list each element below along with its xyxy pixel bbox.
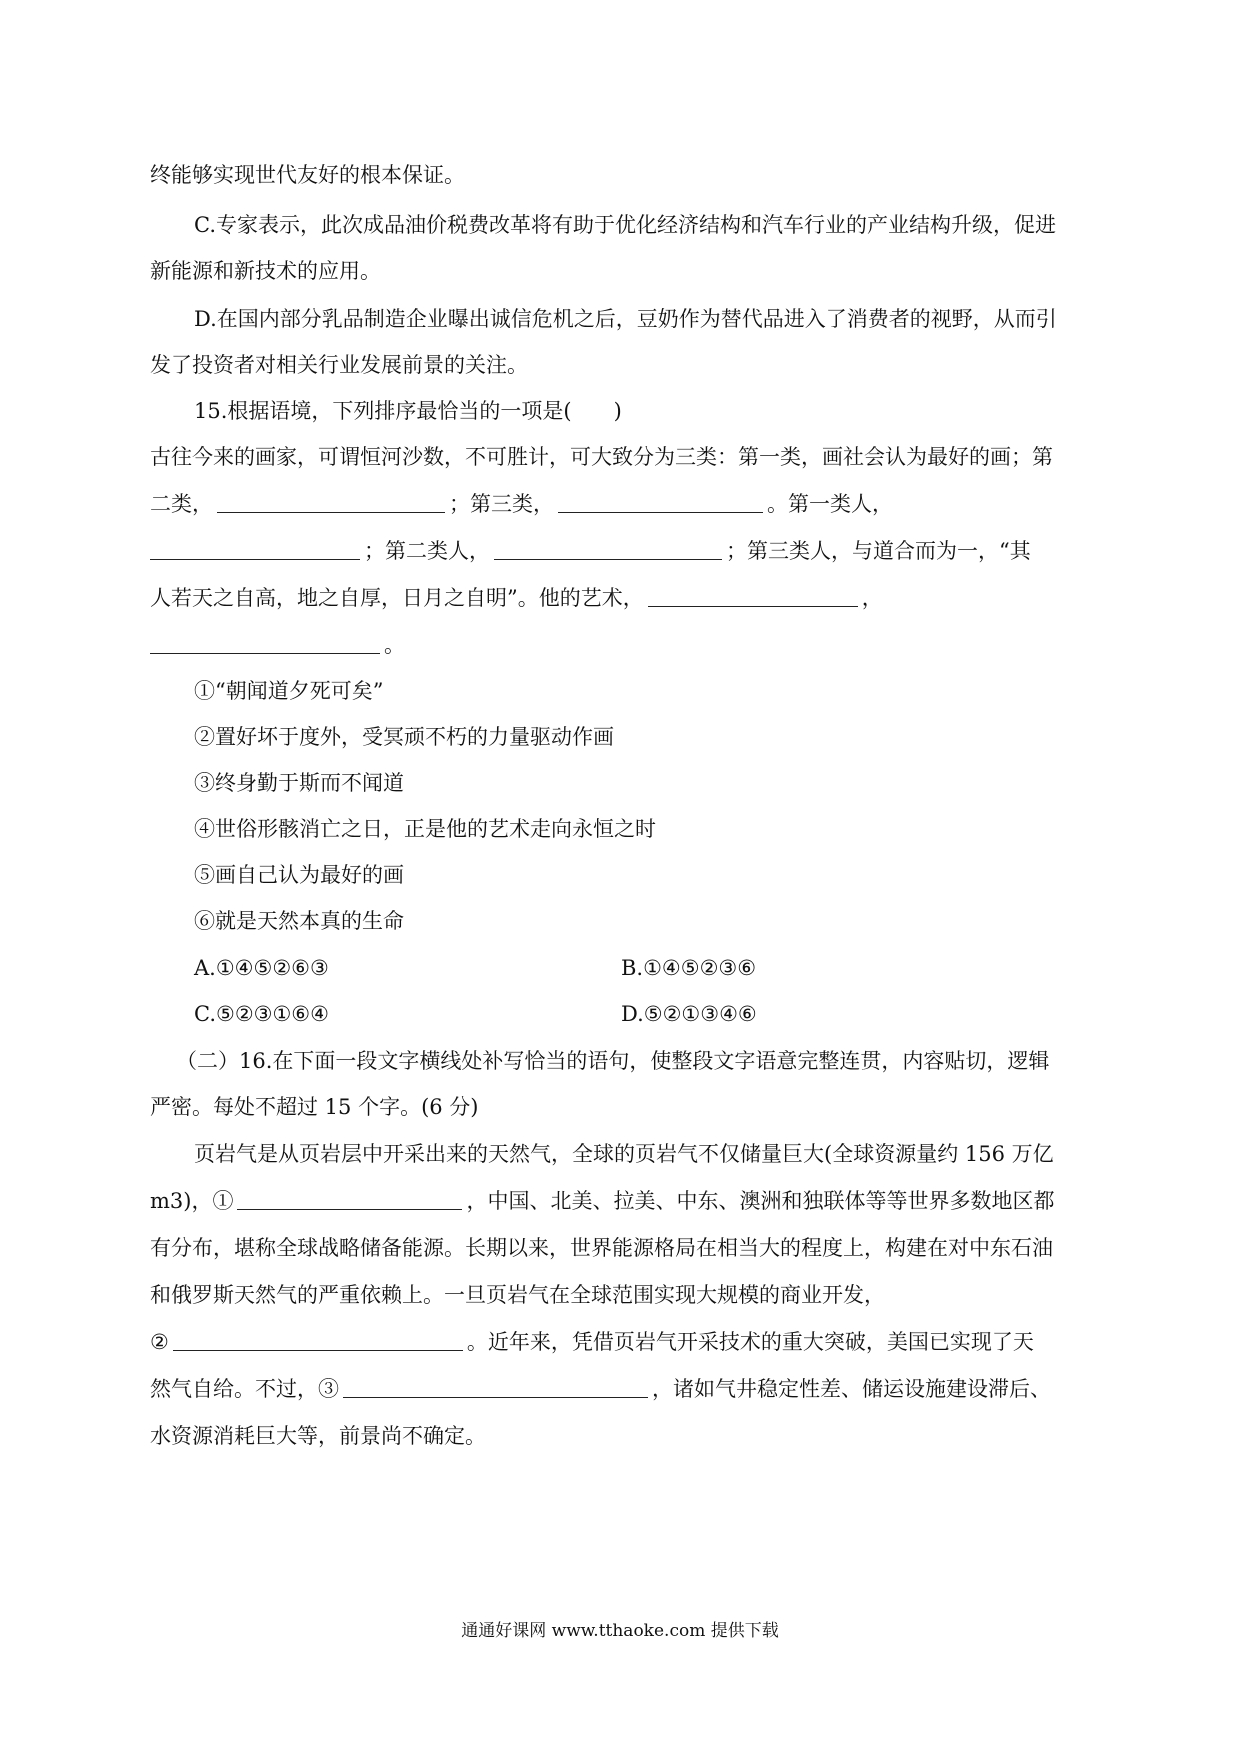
answer-blank[interactable] (558, 492, 763, 513)
passage-text: 。 (384, 633, 405, 657)
passage-text: 然气自给。不过，③ (150, 1377, 339, 1401)
q15-passage-line1: 古往今来的画家，可谓恒河沙数，不可胜计，可大致分为三类：第一类，画社会认为最好的画；第 (150, 445, 1053, 469)
answer-blank[interactable] (150, 539, 360, 560)
q14-option-b-tail: 终能够实现世代友好的根本保证。 (150, 163, 465, 187)
q15-passage-line2 (150, 489, 893, 519)
passage-text: m3)，① (150, 1189, 234, 1213)
q16-passage-line4: 和俄罗斯天然气的严重依赖上。一旦页岩气在全球范围实现大规模的商业开发， (150, 1283, 885, 1307)
q16-passage-line7: 水资源消耗巨大等，前景尚不确定。 (150, 1424, 486, 1448)
q15-options-row2 (194, 999, 1074, 1029)
q16-passage-line1: 页岩气是从页岩层中开采出来的天然气，全球的页岩气不仅储量巨大(全球资源量约 156 万亿 (194, 1142, 1054, 1166)
q16-stem-line1: （二）16.在下面一段文字横线处补写恰当的语句，使整段文字语意完整连贯，内容贴切，逻辑 (176, 1049, 1050, 1073)
passage-text: ；第三类人，与道合而为一，“其 (726, 539, 1031, 563)
passage-text: 二类， (150, 492, 213, 516)
q15-item: ⑤画自己认为最好的画 (194, 863, 404, 887)
passage-text: 人若天之自高，地之自厚，日月之自明”。他的艺术， (150, 586, 644, 610)
q15-options-row1 (194, 953, 1074, 983)
q16-stem-line2: 严密。每处不超过 15 个字。(6 分) (150, 1095, 479, 1119)
answer-blank[interactable] (173, 1330, 463, 1351)
passage-text: 。第一类人， (767, 492, 893, 516)
q16-passage-line5 (150, 1327, 1034, 1357)
passage-text: ，诸如气井稳定性差、储运设施建设滞后、 (652, 1377, 1051, 1401)
q16-passage-line2 (150, 1186, 1054, 1216)
answer-blank[interactable] (343, 1377, 648, 1398)
q15-item: ④世俗形骸消亡之日，正是他的艺术走向永恒之时 (194, 817, 656, 841)
option-d[interactable]: D.⑤②①③④⑥ (621, 1002, 757, 1026)
q15-passage-line5 (150, 630, 405, 660)
q15-stem: 15.根据语境，下列排序最恰当的一项是( ) (194, 399, 622, 423)
page-footer: 通通好课网 www.tthaoke.com 提供下载 (461, 1621, 779, 1641)
q15-passage-line3 (150, 536, 1031, 566)
q15-item: ③终身勤于斯而不闻道 (194, 771, 404, 795)
answer-blank[interactable] (237, 1189, 462, 1210)
q14-option-d-line2: 发了投资者对相关行业发展前景的关注。 (150, 353, 528, 377)
passage-text: ，中国、北美、拉美、中东、澳洲和独联体等等世界多数地区都 (466, 1189, 1055, 1213)
option-a[interactable]: A.①④⑤②⑥③ (194, 956, 329, 980)
q15-item: ②置好坏于度外，受冥顽不朽的力量驱动作画 (194, 725, 614, 749)
passage-text: 。近年来，凭借页岩气开采技术的重大突破，美国已实现了天 (466, 1330, 1034, 1354)
q14-option-c-line2: 新能源和新技术的应用。 (150, 259, 381, 283)
answer-blank[interactable] (494, 539, 722, 560)
q15-item: ①“朝闻道夕死可矣” (194, 679, 384, 703)
passage-text: ；第三类， (449, 492, 554, 516)
answer-blank[interactable] (217, 492, 445, 513)
q15-item: ⑥就是天然本真的生命 (194, 909, 404, 933)
q14-option-c-line1: C.专家表示，此次成品油价税费改革将有助于优化经济结构和汽车行业的产业结构升级，促进 (194, 213, 1056, 237)
option-c[interactable]: C.⑤②③①⑥④ (194, 1002, 329, 1026)
q14-option-d-line1: D.在国内部分乳品制造企业曝出诚信危机之后，豆奶作为替代品进入了消费者的视野，从而引 (194, 307, 1057, 331)
answer-blank[interactable] (648, 586, 858, 607)
q16-passage-line3: 有分布，堪称全球战略储备能源。长期以来，世界能源格局在相当大的程度上，构建在对中东石油 (150, 1236, 1053, 1260)
q16-passage-line6 (150, 1374, 1051, 1404)
q15-passage-line4 (150, 583, 883, 613)
passage-text: ② (150, 1330, 169, 1354)
passage-text: ， (861, 586, 883, 610)
answer-blank[interactable] (150, 633, 380, 654)
passage-text: ；第二类人， (364, 539, 490, 563)
option-b[interactable]: B.①④⑤②③⑥ (621, 956, 757, 980)
